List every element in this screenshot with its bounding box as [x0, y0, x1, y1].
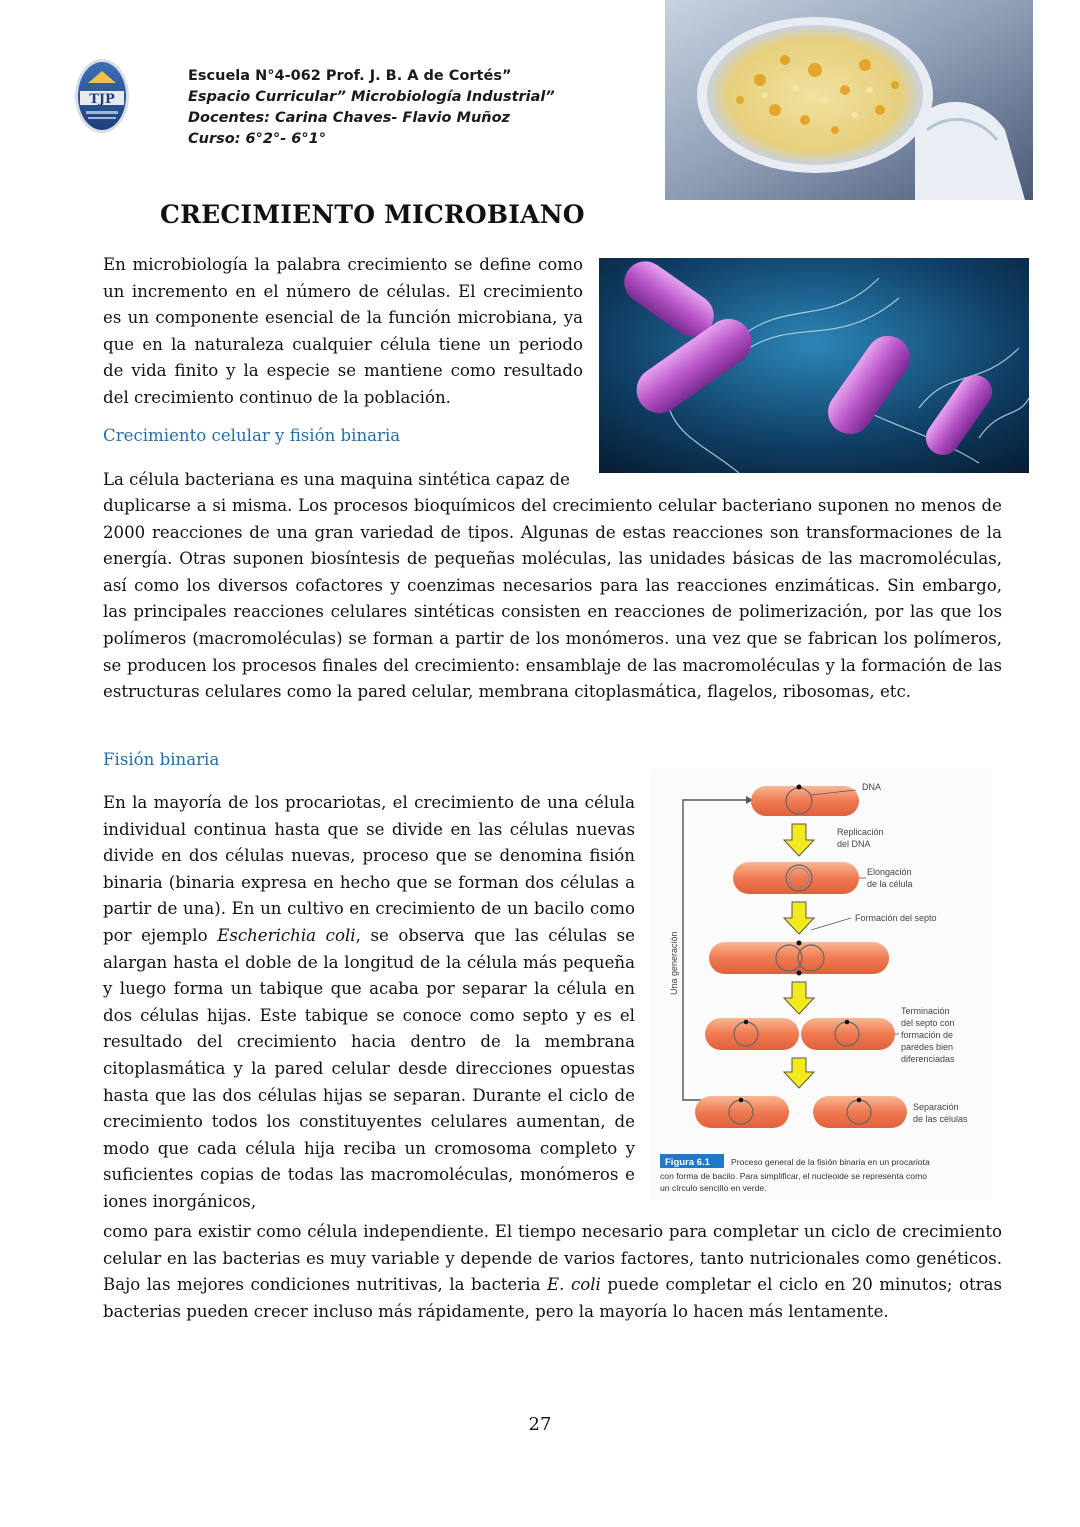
label-termination-2: del septo con — [901, 1018, 955, 1028]
label-replication-2: del DNA — [837, 839, 871, 849]
curricular-space: Espacio Curricular” Microbiología Industrial” — [188, 89, 555, 105]
logo-text: TJP — [89, 92, 115, 107]
caption-line-1: Proceso general de la fisión binaria en un procariota — [731, 1157, 930, 1167]
label-separation-1: Separación — [913, 1102, 959, 1112]
school-logo — [74, 57, 130, 135]
school-name: Escuela N°4-062 Prof. J. B. A de Cortés” — [188, 68, 512, 84]
section1-body-text: duplicarse a si misma. Los procesos bioquímicos del crecimiento celular bacteriano suponen no menos de 2000 reacciones de una gran variedad de tipos. Algunas de estas reacciones son transformaciones de la energía. Otras suponen biosíntesis de pequeñas moléculas, las unidades básicas de las macromoléculas, así como los diversos cofactores y coenzimas necesarios para las reacciones enzimáticas. Sin embargo, las principales reacciones celulares sintéticas consisten en reacciones de polimerización, por las que los polímeros (macromoléculas) se forman a partir de los monómeros. una vez que se fabrican los polímeros, se producen los procesos finales del crecimiento: ensamblaje de las macromoléculas y la formación de las estructuras celulares como la pared celular, membrana citoplasmática, flagelos, ribosomas, etc. — [103, 496, 1002, 702]
section2-paragraph — [103, 790, 635, 1216]
petri-dish-photo — [665, 0, 1033, 200]
section2-text-b: , se observa que las células se alargan hasta el doble de la longitud de la célula más pequeña y luego forma un tabique que acaba por separar la célula en dos células hijas. Este tabique se conoce como septo y es el resultado del crecimiento hacia dentro de la membrana citoplasmática y la pared celular desde direcciones opuestas hasta que las dos células hijas se separan. Durante el ciclo de crecimiento todos los constituyentes celulares aumentan, de modo que cada célula hija reciba un cromosoma completo y suficientes copias de todas las macromoléculas, monómeros e iones inorgánicos, — [103, 925, 635, 1211]
section2-text-c: como para existir como célula independiente. El tiempo necesario para completar un ciclo de crecimiento celular en las bacterias es muy variable y depende de varios factores, tanto nutricionales como genéticos. Bajo las mejores condiciones nutritivas, la bacteria — [103, 1222, 1002, 1295]
label-septum: Formación del septo — [855, 913, 937, 923]
label-termination-5: diferenciadas — [901, 1054, 955, 1064]
caption-line-2: con forma de bacilo. Para simplificar, el nucleoide se representa como — [660, 1171, 928, 1181]
section2-continuation — [103, 1219, 1002, 1325]
section1-body — [103, 493, 1002, 706]
cell-stage-2 — [733, 862, 859, 894]
cell-stage-1 — [751, 785, 859, 817]
page-title: CRECIMIENTO MICROBIANO — [160, 200, 585, 229]
caption-line-3: un círculo sencillo en verde. — [660, 1183, 767, 1193]
course: Curso: 6°2°- 6°1° — [188, 131, 326, 147]
section-heading-cell-growth: Crecimiento celular y fisión binaria — [103, 426, 401, 445]
section1-lead: La célula bacteriana es una maquina sintética capaz de — [103, 470, 570, 489]
caption-tag: Figura 6.1 — [665, 1157, 710, 1168]
species-name: Escherichia coli — [217, 925, 356, 945]
label-replication-1: Replicación — [837, 827, 884, 837]
label-termination-4: paredes bien — [901, 1042, 954, 1052]
page-number: 27 — [528, 1414, 552, 1435]
label-elongation-2: de la célula — [867, 879, 913, 889]
teachers: Docentes: Carina Chaves- Flavio Muñoz — [188, 110, 510, 126]
label-separation-2: de las células — [913, 1114, 968, 1124]
generation-label: Una generación — [669, 931, 679, 995]
label-termination-1: Terminación — [901, 1006, 950, 1016]
intro-paragraph — [103, 252, 583, 412]
label-dna: DNA — [862, 782, 882, 792]
section2-text-d: puede completar el ciclo en 20 minutos; otras bacterias pueden crecer incluso más rápidamente, pero la mayoría lo hacen más lentamente. — [103, 1275, 1002, 1321]
section2-text-a: En la mayoría de los procariotas, el crecimiento de una célula individual continua hasta que se divide en las células nuevas divide en dos células nuevas, proceso que se denomina fisión binaria (binaria expresa en hecho que se forman dos células a partir de una). En un cultivo en crecimiento de un bacilo como por ejemplo — [103, 793, 635, 945]
bacteria-image — [599, 258, 1029, 473]
label-elongation-1: Elongación — [867, 867, 912, 877]
section-heading-binary-fission: Fisión binaria — [103, 750, 220, 769]
ecoli-name: E. coli — [547, 1275, 601, 1295]
binary-fission-figure — [651, 770, 992, 1200]
label-termination-3: formación de — [901, 1030, 954, 1040]
header-block — [188, 66, 555, 150]
intro-text: En microbiología la palabra crecimiento se define como un incremento en el número de células. El crecimiento es un componente esencial de la función microbiana, ya que en la naturaleza cualquier célula tiene un periodo de vida finito y la especie se mantiene como resultado del crecimiento continuo de la población. — [103, 255, 583, 407]
cell-stage-3 — [709, 941, 889, 976]
